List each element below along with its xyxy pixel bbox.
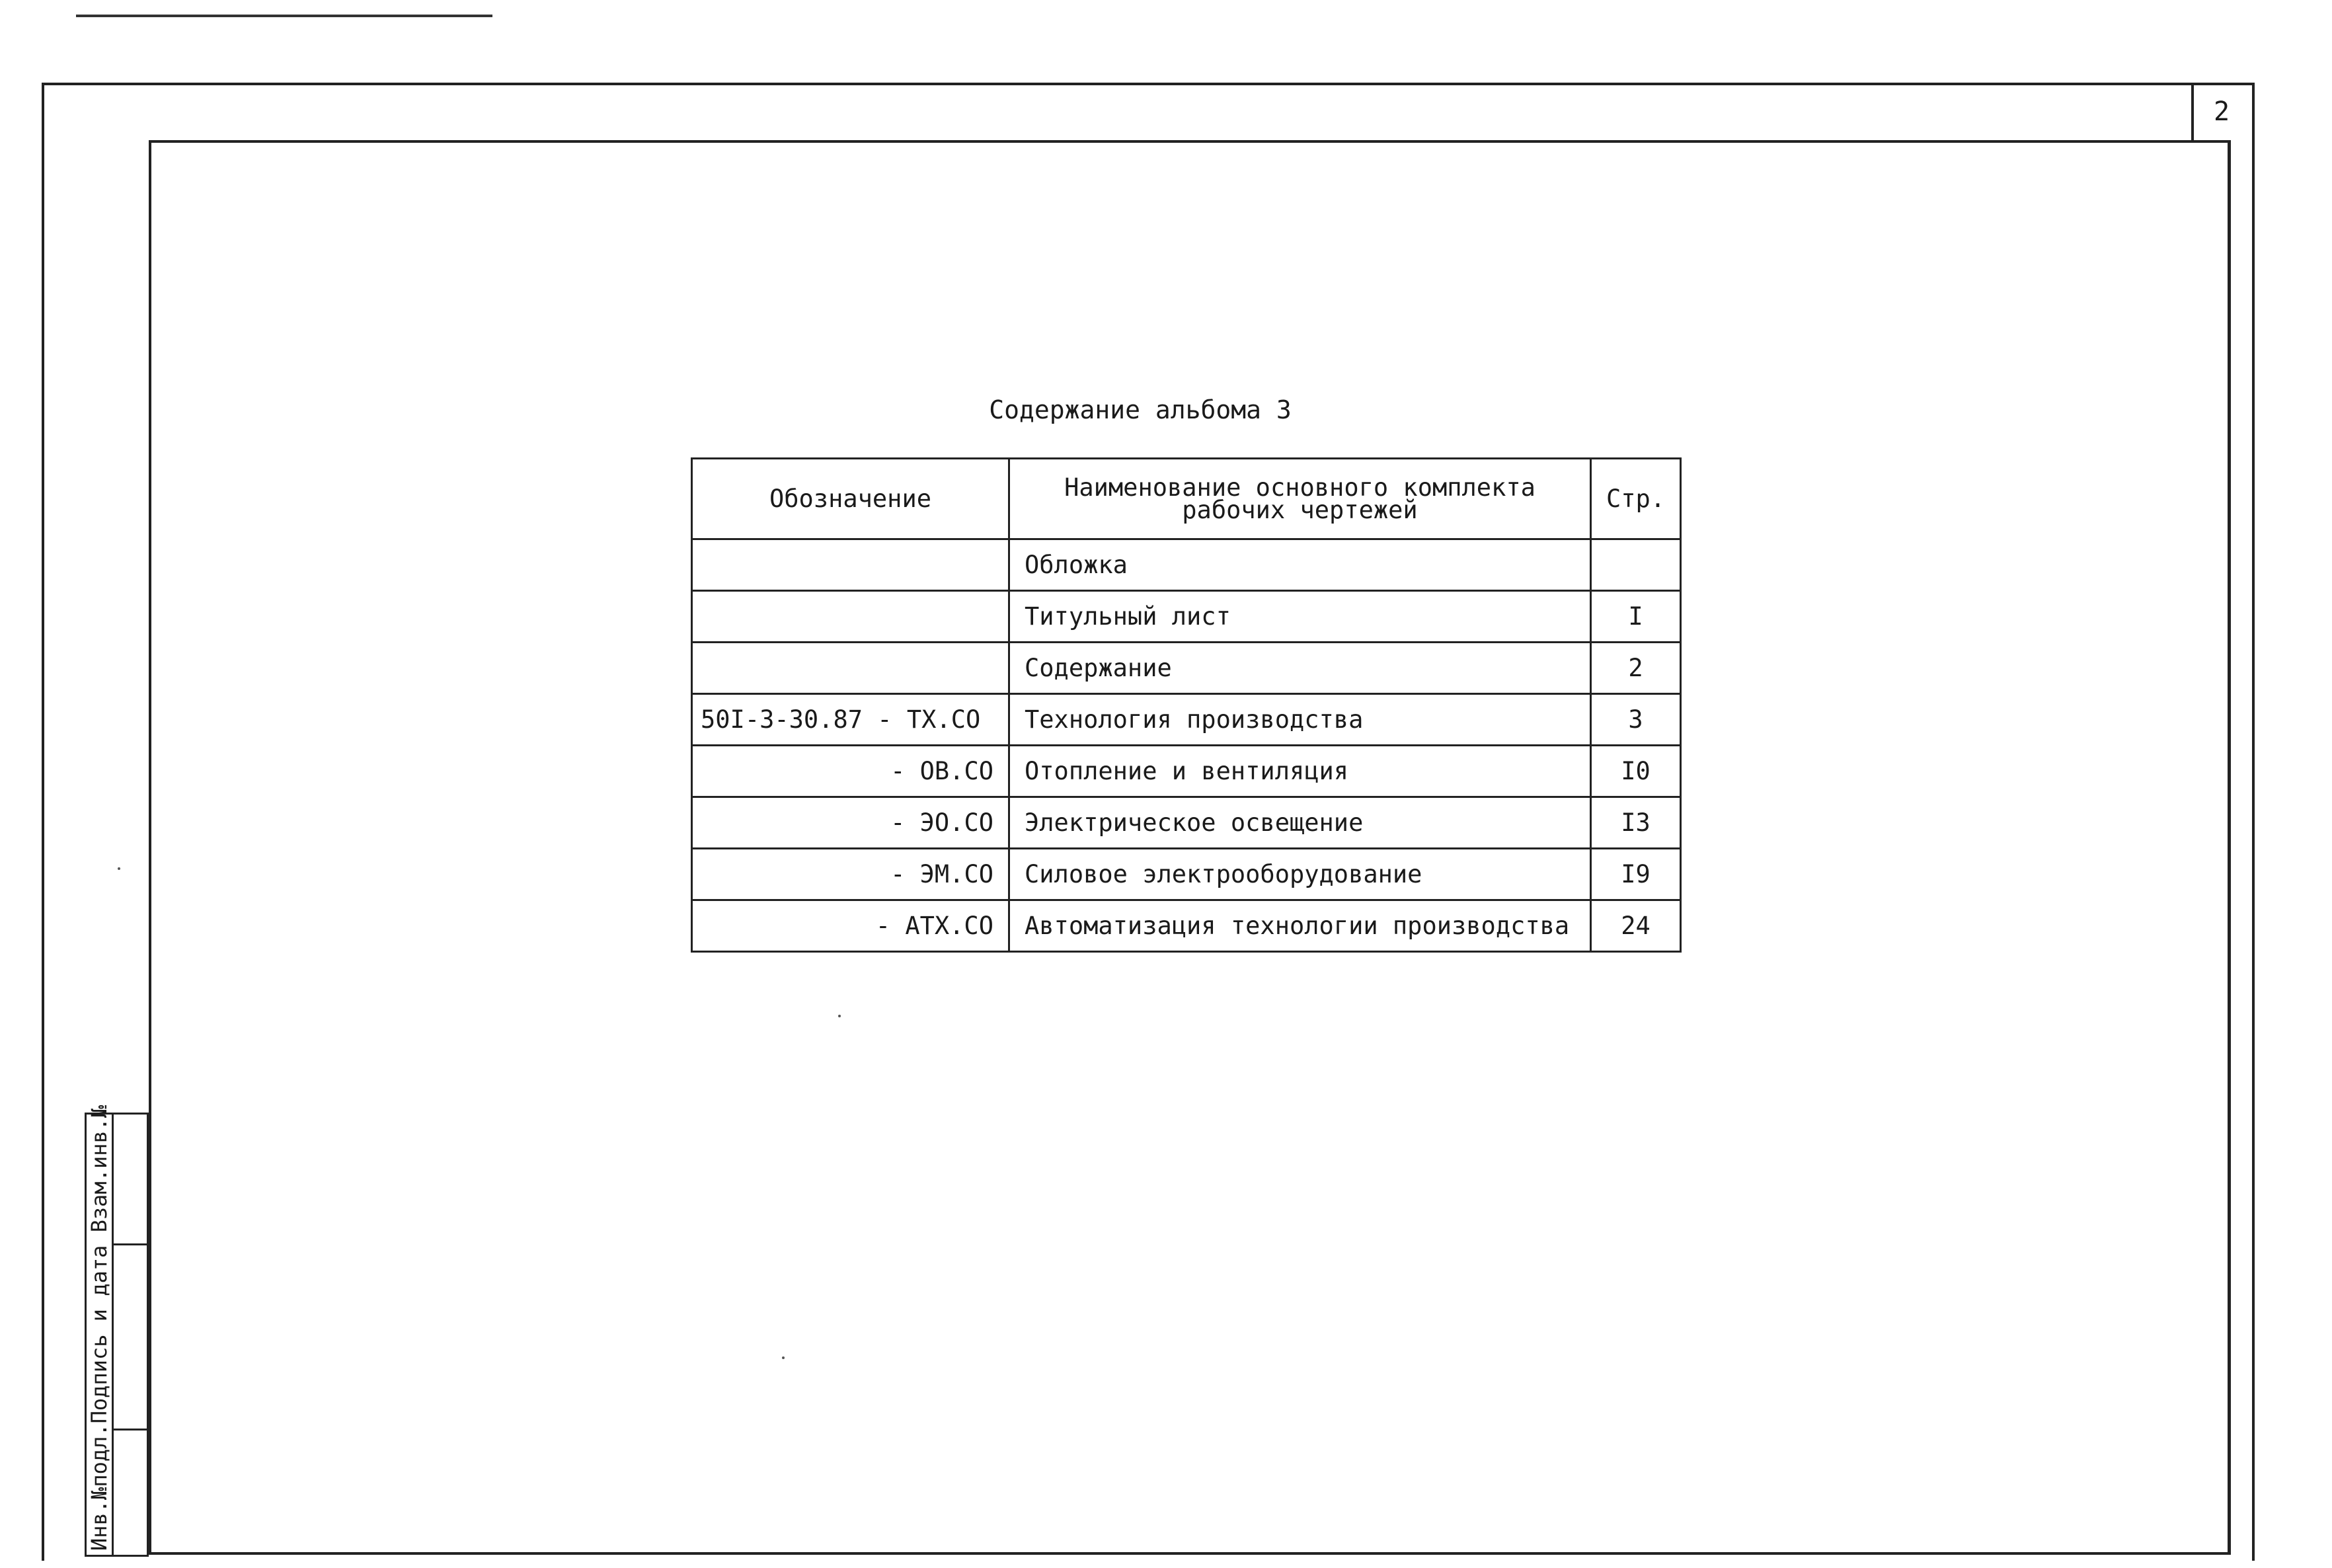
cell-name: Титульный лист <box>1009 591 1591 643</box>
table-row <box>692 694 1681 746</box>
cell-name: Электрическое освещение <box>1009 797 1591 849</box>
scan-speck <box>838 1015 841 1017</box>
cell-name: Автоматизация технологии производства <box>1009 900 1591 952</box>
table-header-row <box>692 459 1681 539</box>
cell-name: Отопление и вентиляция <box>1009 746 1591 797</box>
table-row <box>692 539 1681 591</box>
cell-page: 3 <box>1591 694 1681 746</box>
cell-page <box>1591 539 1681 591</box>
cell-page: I <box>1591 591 1681 643</box>
scan-speck <box>118 867 120 870</box>
table-row <box>692 591 1681 643</box>
cell-name: Содержание <box>1009 643 1591 694</box>
side-stamp <box>85 1105 149 1557</box>
sheet-number: 2 <box>2191 83 2249 140</box>
cell-designation: - ЭО.СО <box>692 797 1009 849</box>
contents-table <box>691 457 1682 953</box>
cell-designation <box>692 539 1009 591</box>
cell-name: Обложка <box>1009 539 1591 591</box>
stamp-divider <box>112 1429 151 1431</box>
cell-page: 2 <box>1591 643 1681 694</box>
table-row <box>692 849 1681 900</box>
table-row <box>692 643 1681 694</box>
scan-speck <box>782 1356 785 1359</box>
document-title: Содержание альбома 3 <box>989 395 1292 424</box>
cell-designation <box>692 643 1009 694</box>
header-name: Наименование основного комплекта рабочих чертежей <box>1009 459 1591 539</box>
stamp-text: Инв.№подл.Подпись и дата Взам.инв.№ <box>87 1105 112 1551</box>
cell-designation <box>692 591 1009 643</box>
frame-right-line <box>2228 140 2230 1555</box>
table-row <box>692 746 1681 797</box>
cell-name: Технология производства <box>1009 694 1591 746</box>
header-designation: Обозначение <box>692 459 1009 539</box>
stamp-divider <box>112 1243 151 1245</box>
cell-designation: - АТХ.СО <box>692 900 1009 952</box>
cell-name: Силовое электрооборудование <box>1009 849 1591 900</box>
cell-page: I0 <box>1591 746 1681 797</box>
cell-page: 24 <box>1591 900 1681 952</box>
cell-page: I3 <box>1591 797 1681 849</box>
cell-designation: - ОВ.СО <box>692 746 1009 797</box>
top-rule <box>76 15 492 17</box>
cell-designation: - ЭМ.СО <box>692 849 1009 900</box>
table-row <box>692 797 1681 849</box>
table-row <box>692 900 1681 952</box>
cell-designation: 50I-3-30.87 - ТХ.СО <box>692 694 1009 746</box>
cell-page: I9 <box>1591 849 1681 900</box>
header-page: Стр. <box>1591 459 1681 539</box>
